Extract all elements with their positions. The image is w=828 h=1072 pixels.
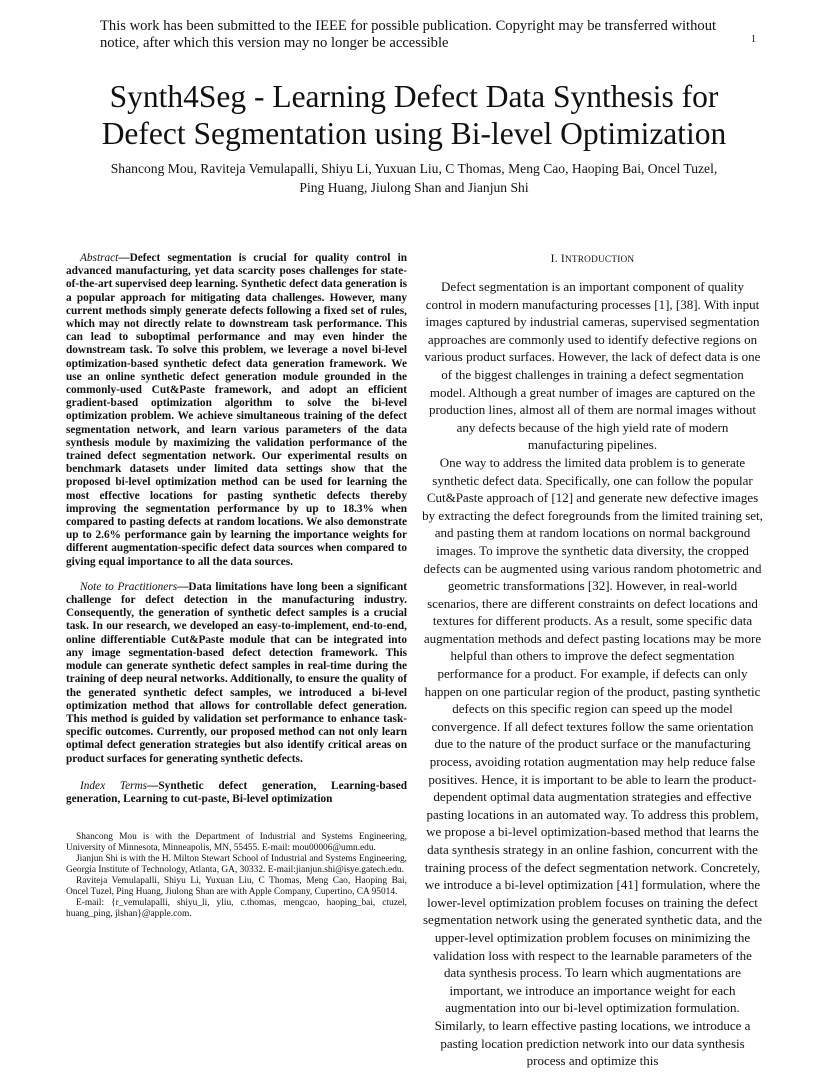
abstract-text: —Defect segmentation is crucial for quality control in advanced manufacturing, yet data scarcity poses challenges for state-of-the-art supervised deep learning. Synthetic defect data generation is a popular approach for mitigating data challenges. However, many current methods simply generate defects following a fixed set of rules, which may not directly relate to downstream task performance. This can lead to suboptimal performance and may even hinder the downstream task. To solve this problem, we leverage a novel bi-level optimization-based synthetic defect data generation framework. We use an online synthetic defect generation module grounded in the commonly-used Cut&Paste framework, and adopt an efficient gradient-based optimization algorithm to solve the bi-level optimization problem. We achieve simultaneous training of the defect segmentation network, and learn various parameters of the data synthesis module by maximizing the validation performance of the trained defect segmentation network. Our experimental results on benchmark datasets under limited data settings show that the proposed bi-level optimization method can be used for learning the most effective locations for pasting synthetic defects thereby improving the segmentation performance by up to 18.3% when compared to pasting defects at random locations. We also demonstrate up to 2.6% performance gain by learning the importance weights for different augmentation-specific defect data sources when compared to giving equal importance to all the data sources. (66, 252, 407, 568)
submission-notice: This work has been submitted to the IEEE for possible publication. Copyright may be transferred without notice, after which this version may no longer be accessible (100, 18, 717, 51)
authors-line-1: Shancong Mou, Raviteja Vemulapalli, Shiyu Li, Yuxuan Liu, C Thomas, Meng Cao, Haoping Bai, Oncel Tuzel, (110, 161, 718, 176)
index-terms-text: —Synthetic defect generation, Learning-based generation, Learning to cut-paste, Bi-level optimization (66, 779, 407, 805)
section-numeral: I. I (550, 252, 565, 265)
section-heading (422, 252, 763, 265)
footnote-1: Shancong Mou is with the Department of Industrial and Systems Engineering, University of Minnesota, Minneapolis, MN, 55455. E-mail: mou00006@umn.edu. (66, 832, 407, 854)
author-list (60, 159, 768, 197)
abstract-lead: Abstract (80, 252, 119, 264)
note-lead: Note to Practitioners (80, 580, 178, 593)
note-to-practitioners (66, 581, 407, 766)
footnote-4: E-mail: {r_vemulapalli, shiyu_li, yliu, c.thomas, mengcao, haoping_bai, ctuzel, huang_ping, jlshan}@apple.com. (66, 898, 407, 920)
title-line-2: Defect Segmentation using Bi-level Optimization (101, 116, 727, 151)
intro-paragraph-2: One way to address the limited data problem is to generate synthetic defect data. Specifically, one can follow the popular Cut&Paste approach of [12] and generate new defective images by extracting the defect foregrounds from the limited training set, and pasting them at random locations on normal background images. To improve the synthetic data diversity, the cropped defects can be augmented using various random photometric and geometric transformations [32]. However, in real-world scenarios, there are different constraints on defect locations and textures for different products. As a result, some specific data augmentation methods and defect pasting locations may be more helpful than others to improve the defect segmentation performance for a product. For example, if defects can only happen on one particular region of the product, pasting synthetic defects on this specific region can speed up the model convergence. If all defect textures follow the same orientation due to the nature of the product surface or the manufacturing process, avoiding rotation augmentation may help reduce false positives. Hence, it is important to be able to learn the product-dependent optimal data augmentation strategies and effective pasting locations in an automated way. To address this problem, we propose a bi-level optimization-based method that learns the data synthesis strategy in an online fashion, concurrent with the training process of the defect segmentation network. Concretely, we introduce a bi-level optimization [41] formulation, where the lower-level optimization problem focuses on training the defect segmentation network using the generated synthetic data, and the upper-level optimization problem focuses on minimizing the validation loss with respect to the learnable parameters of the data synthesis process. To learn which augmentations are important, we introduce an importance weight for each augmentation into our bi-level optimization formulation. Similarly, to learn effective pasting locations, we introduce a pasting location prediction network into our data synthesis process and optimize this (422, 454, 763, 1069)
footnote-3: Raviteja Vemulapalli, Shiyu Li, Yuxuan Liu, C Thomas, Meng Cao, Haoping Bai, Oncel Tuzel, Ping Huang, Jiulong Shan are with Apple Company, Cupertino, CA 95014. (66, 876, 407, 898)
title-line-1: Synth4Seg - Learning Defect Data Synthesis for (109, 79, 719, 114)
left-column (66, 252, 407, 920)
authors-line-2: Ping Huang, Jiulong Shan and Jianjun Shi (299, 180, 529, 195)
footnote-2: Jianjun Shi is with the H. Milton Stewart School of Industrial and Systems Engineering, Georgia Institute of Technology, Atlanta, GA, 30332. E-mail:jianjun.shi@isye.gatech.edu. (66, 854, 407, 876)
section-title: NTRODUCTION (564, 255, 635, 265)
index-terms-lead: Index Terms (80, 779, 148, 792)
index-terms (66, 780, 407, 806)
right-column (422, 252, 763, 1070)
intro-paragraph-1: Defect segmentation is an important component of quality control in modern manufacturing processes [1], [38]. With input images captured by industrial cameras, supervised segmentation approaches are commonly used to identify defective regions on various product surfaces. However, the lack of defect data is one of the biggest challenges in training a defect segmentation model. Although a great number of images are captured on the production lines, almost all of them are normal images without any defects because of the high yield rate of modern manufacturing pipelines. (424, 279, 761, 453)
page-number: 1 (751, 34, 756, 45)
paper-title (40, 78, 788, 152)
abstract (66, 252, 407, 569)
note-text: —Data limitations have long been a significant challenge for defect detection in the manufacturing industry. Consequently, the generation of synthetic defect samples is a crucial task. In our research, we developed an easy-to-implement, end-to-end, online differentiable Cut&Paste module that can be integrated into any image segmentation-based defect detection framework. This module can generate synthetic defect samples in real-time during the training of deep neural networks. Additionally, to ensure the quality of the generated synthetic defect samples, we introduced a bi-level optimization method that allows for controllable defect generation. This method is guided by validation set performance to enhance task-specific outcomes. Currently, our proposed method can not only learn optimal defect generation strategies but also identify critical areas on product surfaces for generating synthetic defects. (66, 580, 407, 765)
